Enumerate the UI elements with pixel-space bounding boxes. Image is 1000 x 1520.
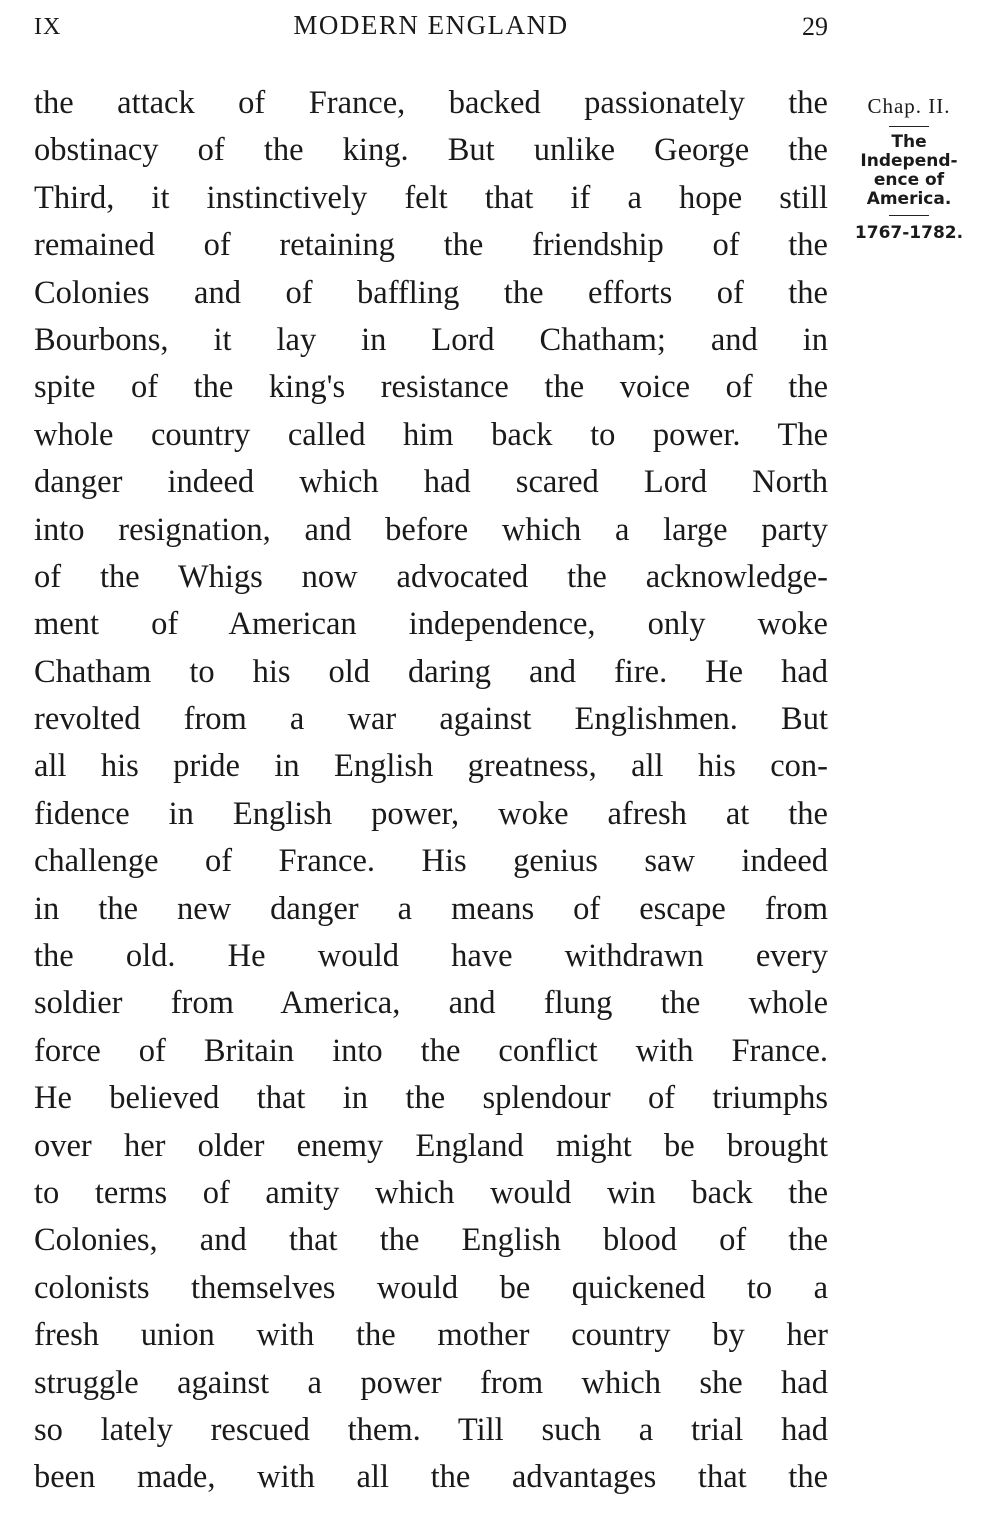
margin-note-rule	[889, 126, 929, 127]
margin-note	[846, 92, 972, 244]
text-line: into resignation, and before which a large party	[34, 511, 828, 548]
text-line: the attack of France, backed passionately the	[34, 85, 828, 121]
text-line: Bourbons, it lay in Lord Chatham; and in	[34, 321, 828, 358]
text-line: of the Whigs now advocated the acknowledge-	[34, 558, 828, 595]
text-line: colonists themselves would be quickened to a	[34, 1269, 828, 1306]
text-line: Chatham to his old daring and fire. He had	[34, 653, 828, 690]
text-line: force of Britain into the conflict with France.	[34, 1032, 828, 1069]
text-line: Third, it instinctively felt that if a hope still	[34, 179, 828, 216]
text-line: the old. He would have withdrawn every	[34, 938, 828, 975]
text-line: ment of American independence, only woke	[34, 606, 828, 643]
text-line: Colonies, and that the English blood of the	[34, 1222, 828, 1259]
text-line: in the new danger a means of escape from	[34, 890, 828, 927]
text-line: fresh union with the mother country by her	[34, 1317, 828, 1354]
margin-note-chapter: Chap. II.	[867, 94, 951, 118]
text-line: so lately rescued them. Till such a trial had	[34, 1411, 828, 1448]
running-head	[34, 10, 828, 50]
text-line: remained of retaining the friendship of the	[34, 227, 828, 264]
margin-note-subject-line: Independ-	[860, 151, 958, 171]
text-line: obstinacy of the king. But unlike George the	[34, 132, 828, 169]
margin-note-subject-line: The	[891, 132, 927, 152]
text-line: fidence in English power, woke afresh at the	[34, 795, 828, 832]
text-line: to terms of amity which would win back the	[34, 1174, 828, 1211]
text-line: over her older enemy England might be brought	[34, 1127, 828, 1164]
text-line: been made, with all the advantages that the	[34, 1459, 828, 1496]
body-text	[34, 80, 828, 1502]
text-line: whole country called him back to power. The	[34, 416, 828, 453]
margin-note-dates: 1767-1782.	[854, 223, 964, 243]
margin-note-subject	[846, 133, 972, 209]
margin-note-subject-line: ence of	[873, 170, 945, 190]
text-line: revolted from a war against Englishmen. But	[34, 701, 828, 738]
text-line: danger indeed which had scared Lord North	[34, 464, 828, 501]
margin-note-subject-line: America.	[866, 189, 952, 209]
margin-note-rule	[889, 215, 929, 216]
running-head-chapter: IX	[34, 14, 62, 40]
text-line: He believed that in the splendour of triumphs	[34, 1080, 828, 1117]
text-line: all his pride in English greatness, all his con-	[34, 748, 828, 785]
text-line: soldier from America, and flung the whole	[34, 985, 828, 1022]
text-line: struggle against a power from which she had	[34, 1364, 828, 1401]
page-number: 29	[802, 12, 828, 41]
text-line: spite of the king's resistance the voice of the	[34, 369, 828, 406]
running-head-title: MODERN ENGLAND	[293, 10, 569, 40]
text-line: challenge of France. His genius saw indeed	[34, 843, 828, 880]
text-line: Colonies and of baffling the efforts of the	[34, 274, 828, 311]
